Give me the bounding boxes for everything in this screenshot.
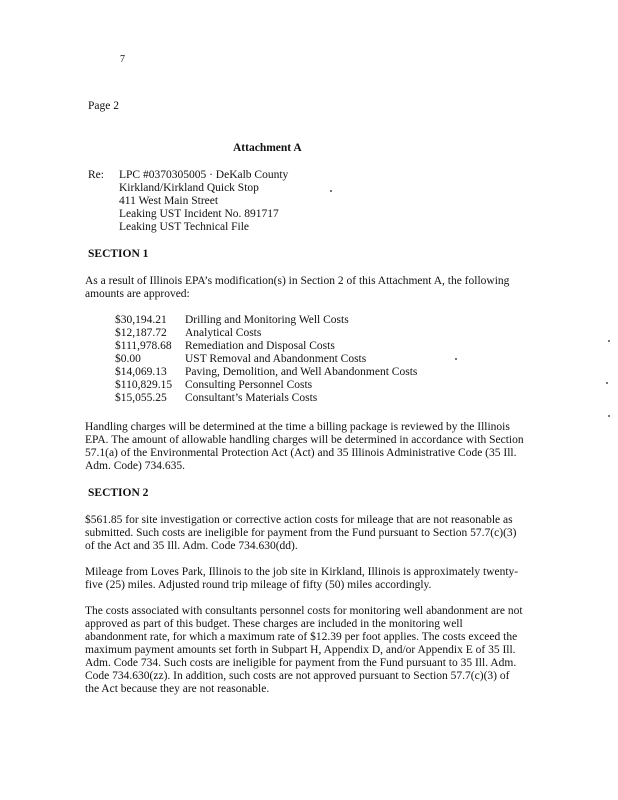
section-2-heading: SECTION 2 bbox=[88, 487, 149, 499]
handling-charges-paragraph: Handling charges will be determined at the time a billing package is reviewed by the Illinois EPA. The amount of allowable handling charges will be determined in accordance with Section 57.1(a) of the Environmental Protection Act (Act) and 35 Illinois Administrative Code (35 Ill. Adm. Code) 734.635. bbox=[85, 421, 524, 472]
scan-speck bbox=[455, 358, 457, 360]
amount-row bbox=[115, 353, 366, 366]
amount-row bbox=[115, 392, 317, 405]
amount-row bbox=[115, 379, 312, 392]
amount-description: Consultant’s Materials Costs bbox=[185, 392, 318, 404]
amount-value: $30,194.21 bbox=[115, 314, 167, 326]
re-label: Re: bbox=[88, 169, 104, 181]
amount-row bbox=[115, 327, 261, 340]
amount-value: $12,187.72 bbox=[115, 327, 167, 339]
amount-value: $111,978.68 bbox=[115, 340, 172, 352]
amount-description: Paving, Demolition, and Well Abandonment Costs bbox=[185, 366, 418, 378]
amount-description: Drilling and Monitoring Well Costs bbox=[185, 314, 349, 326]
amount-description: Remediation and Disposal Costs bbox=[185, 340, 335, 352]
re-line: LPC #0370305005 · DeKalb County bbox=[119, 169, 289, 181]
section-1-intro: As a result of Illinois EPA’s modification(s) in Section 2 of this Attachment A, the following amounts are approved: bbox=[85, 275, 510, 300]
section-2-paragraph: $561.85 for site investigation or corrective action costs for mileage that are not reasonable as submitted. Such costs are ineligible for payment from the Fund pursuant to Section 57.7(c)(3) of the Act and 35 Ill. Adm. Code 734.630(dd). bbox=[85, 514, 517, 552]
amount-row bbox=[115, 340, 335, 353]
section-2-paragraph: Mileage from Loves Park, Illinois to the job site in Kirkland, Illinois is approximately twenty-five (25) miles. Adjusted round trip mileage of fifty (50) miles accordingly. bbox=[85, 566, 519, 591]
amount-value: $110,829.15 bbox=[115, 379, 173, 391]
scan-speck bbox=[608, 415, 610, 417]
amount-row bbox=[115, 366, 417, 379]
scan-speck bbox=[606, 382, 608, 384]
scan-speck bbox=[330, 190, 332, 192]
amount-value: $14,069.13 bbox=[115, 366, 167, 378]
re-line: Leaking UST Incident No. 891717 bbox=[119, 208, 279, 220]
amount-value: $0.00 bbox=[115, 353, 141, 365]
attachment-title: Attachment A bbox=[233, 142, 302, 154]
page-number: Page 2 bbox=[88, 100, 119, 112]
re-line: 411 West Main Street bbox=[119, 195, 219, 207]
amount-description: UST Removal and Abandonment Costs bbox=[185, 353, 367, 365]
amount-row bbox=[115, 314, 349, 327]
section-1-heading: SECTION 1 bbox=[88, 248, 149, 260]
page-mark: 7 bbox=[120, 54, 125, 65]
amount-value: $15,055.25 bbox=[115, 392, 167, 404]
re-line: Kirkland/Kirkland Quick Stop bbox=[119, 182, 259, 194]
amount-description: Analytical Costs bbox=[185, 327, 262, 339]
re-line: Leaking UST Technical File bbox=[119, 221, 250, 233]
section-2-paragraph: The costs associated with consultants personnel costs for monitoring well abandonment are not approved as part of this budget. These charges are included in the monitoring well abandonment rate, for which a maximum rate of $12.39 per foot applies. The costs exceed the maximum payment amounts set forth in Subpart H, Appendix D, and/or Appendix E of 35 Ill. Adm. Code 734. Such costs are ineligible for payment from the Fund pursuant to 35 Ill. Adm. Code 734.630(zz). In addition, such costs are not approved pursuant to Section 57.7(c)(3) of the Act because they are not reasonable. bbox=[85, 605, 523, 695]
amount-description: Consulting Personnel Costs bbox=[185, 379, 313, 391]
scan-speck bbox=[608, 340, 610, 342]
